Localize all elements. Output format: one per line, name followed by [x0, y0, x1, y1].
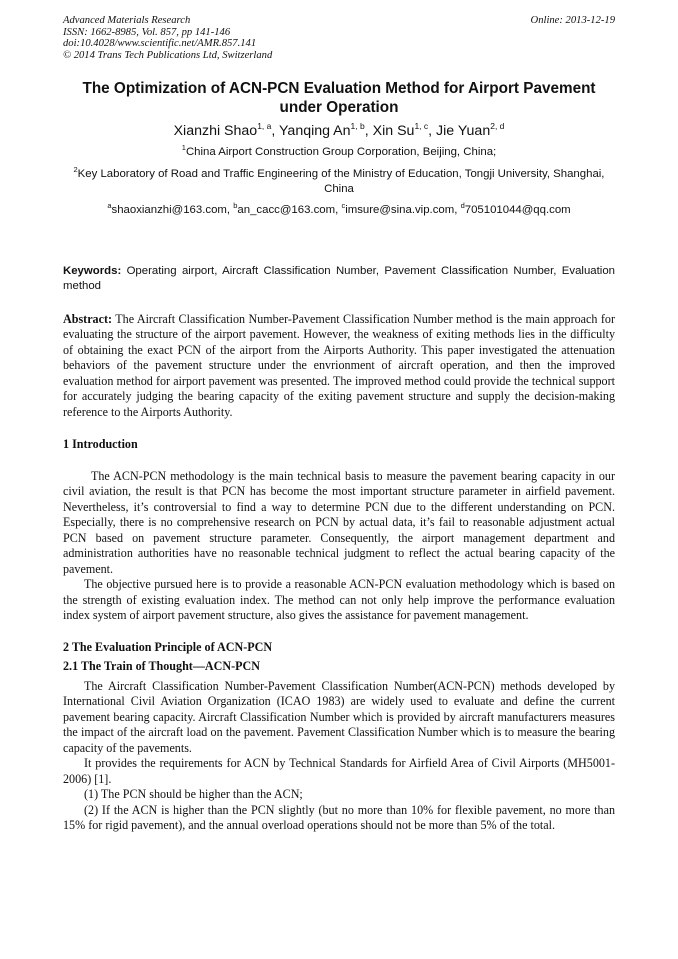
email-link[interactable]: imsure@sina.vip.com,: [345, 203, 461, 216]
email-link[interactable]: 705101044@qq.com: [464, 203, 571, 216]
affiliation-1: [63, 145, 615, 161]
online-date: Online: 2013-12-19: [530, 15, 615, 26]
intro-paragraph-2: The objective pursued here is to provide a reasonable ACN-PCN evaluation methodology which is based on the strength of existing evaluation index. The method can not only help improve the performance evaluation index system of airport pavement structure, also gives the assistance for pavement management.: [63, 577, 615, 623]
author-name: Xianzhi Shao: [173, 123, 258, 140]
keywords-label: Keywords:: [63, 264, 122, 277]
abstract-label: Abstract:: [63, 311, 113, 326]
intro-paragraph-1: The ACN-PCN methodology is the main technical basis to measure the pavement bearing capacity in our civil aviation, the result is that PCN has become the most important structure parameter in airfield pavement. Nevertheless, it’s controversial to find a way to determine PCN due to the different understanding on PCN. Especially, there is no comprehensive research on PCN by actual data, it’s fail to reasonable adjustment actual PCN based on pavement structure parameter. Consequently, the airport management department and administration authorities have no reasonable technical judgment to reflect the actual bearing capacity of the pavement.: [63, 468, 615, 576]
author-name: Yanqing An: [279, 123, 351, 140]
affiliation-text: China Airport Construction Group Corporation, Beijing, China;: [185, 146, 497, 159]
abstract: [63, 312, 615, 421]
requirement-item-1: (1) The PCN should be higher than the ACN;: [84, 787, 303, 802]
requirement-item-2: (2) If the ACN is higher than the PCN slightly (but no more than 10% for flexible pavement, no more than 15% for rigid pavement), and the annual overload operations should not be more than 5% of the total.: [63, 802, 615, 833]
author-emails: [63, 200, 615, 218]
journal-issn: ISSN: 1662-8985, Vol. 857, pp 141-146: [63, 26, 231, 38]
affiliation-text: Key Laboratory of Road and Traffic Engineering of the Ministry of Education, Tongji University, Shanghai, China: [77, 167, 605, 196]
author-separator: ,: [364, 123, 373, 140]
section-heading-evaluation-principle: 2 The Evaluation Principle of ACN-PCN: [63, 639, 273, 654]
author-affil-sup: 1, b: [350, 121, 365, 132]
email-link[interactable]: shaoxianzhi@163.com,: [111, 203, 234, 216]
email-sup: b: [233, 200, 238, 210]
journal-doi: doi:10.4028/www.scientific.net/AMR.857.141: [63, 38, 257, 50]
paper-title: The Optimization of ACN-PCN Evaluation Method for Airport Pavement under Operation: [82, 80, 596, 117]
author-name: Jie Yuan: [436, 123, 491, 140]
section-heading-introduction: 1 Introduction: [63, 437, 138, 452]
email-sup: d: [460, 200, 465, 210]
keywords: [63, 264, 615, 294]
author-affil-sup: 2, d: [490, 121, 505, 132]
author-affil-sup: 1, a: [257, 121, 272, 132]
section2-paragraph-2: It provides the requirements for ACN by Technical Standards for Airfield Area of Civil Airports (MH5001-2006) [1].: [63, 756, 615, 786]
author-separator: ,: [271, 123, 280, 140]
affiliation-sup: 2: [73, 164, 78, 174]
author-affil-sup: 1, c: [414, 121, 429, 132]
affiliation-2: [63, 164, 615, 198]
journal-header: [63, 15, 615, 61]
affiliation-sup: 1: [181, 143, 186, 153]
email-link[interactable]: an_cacc@163.com,: [237, 203, 342, 216]
journal-copyright: © 2014 Trans Tech Publications Ltd, Switzerland: [63, 49, 273, 61]
section2-paragraph-1: The Aircraft Classification Number-Pavement Classification Number(ACN-PCN) methods developed by International Civil Aviation Organization (ICAO 1983) are widely used to evaluate and define the current pavement bearing capacity. Aircraft Classification Number which is provided by aircraft manufacturers measures the impact of the aircraft load on the pavement. Pavement Classification Number which is to measure the bearing capacity of the pavements.: [63, 678, 615, 755]
abstract-text: The Aircraft Classification Number-Pavement Classification Number method is the main approach for evaluating the structure of the airport pavement. However, the weakness of exiting methods lies in the difficulty of obtaining the exact PCN of the airport from the Airports Authority. This paper investigated the attenuation behaviors of the pavement structure under the envrionment of aircraft operation, and then the improved evaluation method for airport pavement was presented. The improved method could provide the technical support for accurately judging the bearing capacity of the exiting pavement structure and supply the decision-making reference to the Airports Authority.: [63, 311, 615, 419]
email-sup: a: [107, 200, 112, 210]
keywords-text: Operating airport, Aircraft Classification Number, Pavement Classification Number, Evaluation method: [63, 264, 615, 292]
email-sup: c: [341, 200, 346, 210]
author-separator: ,: [428, 123, 437, 140]
author-list: [63, 122, 615, 140]
author-name: Xin Su: [372, 123, 415, 140]
journal-name: Advanced Materials Research: [63, 15, 191, 26]
subsection-heading-train-of-thought: 2.1 The Train of Thought—ACN-PCN: [63, 659, 261, 674]
